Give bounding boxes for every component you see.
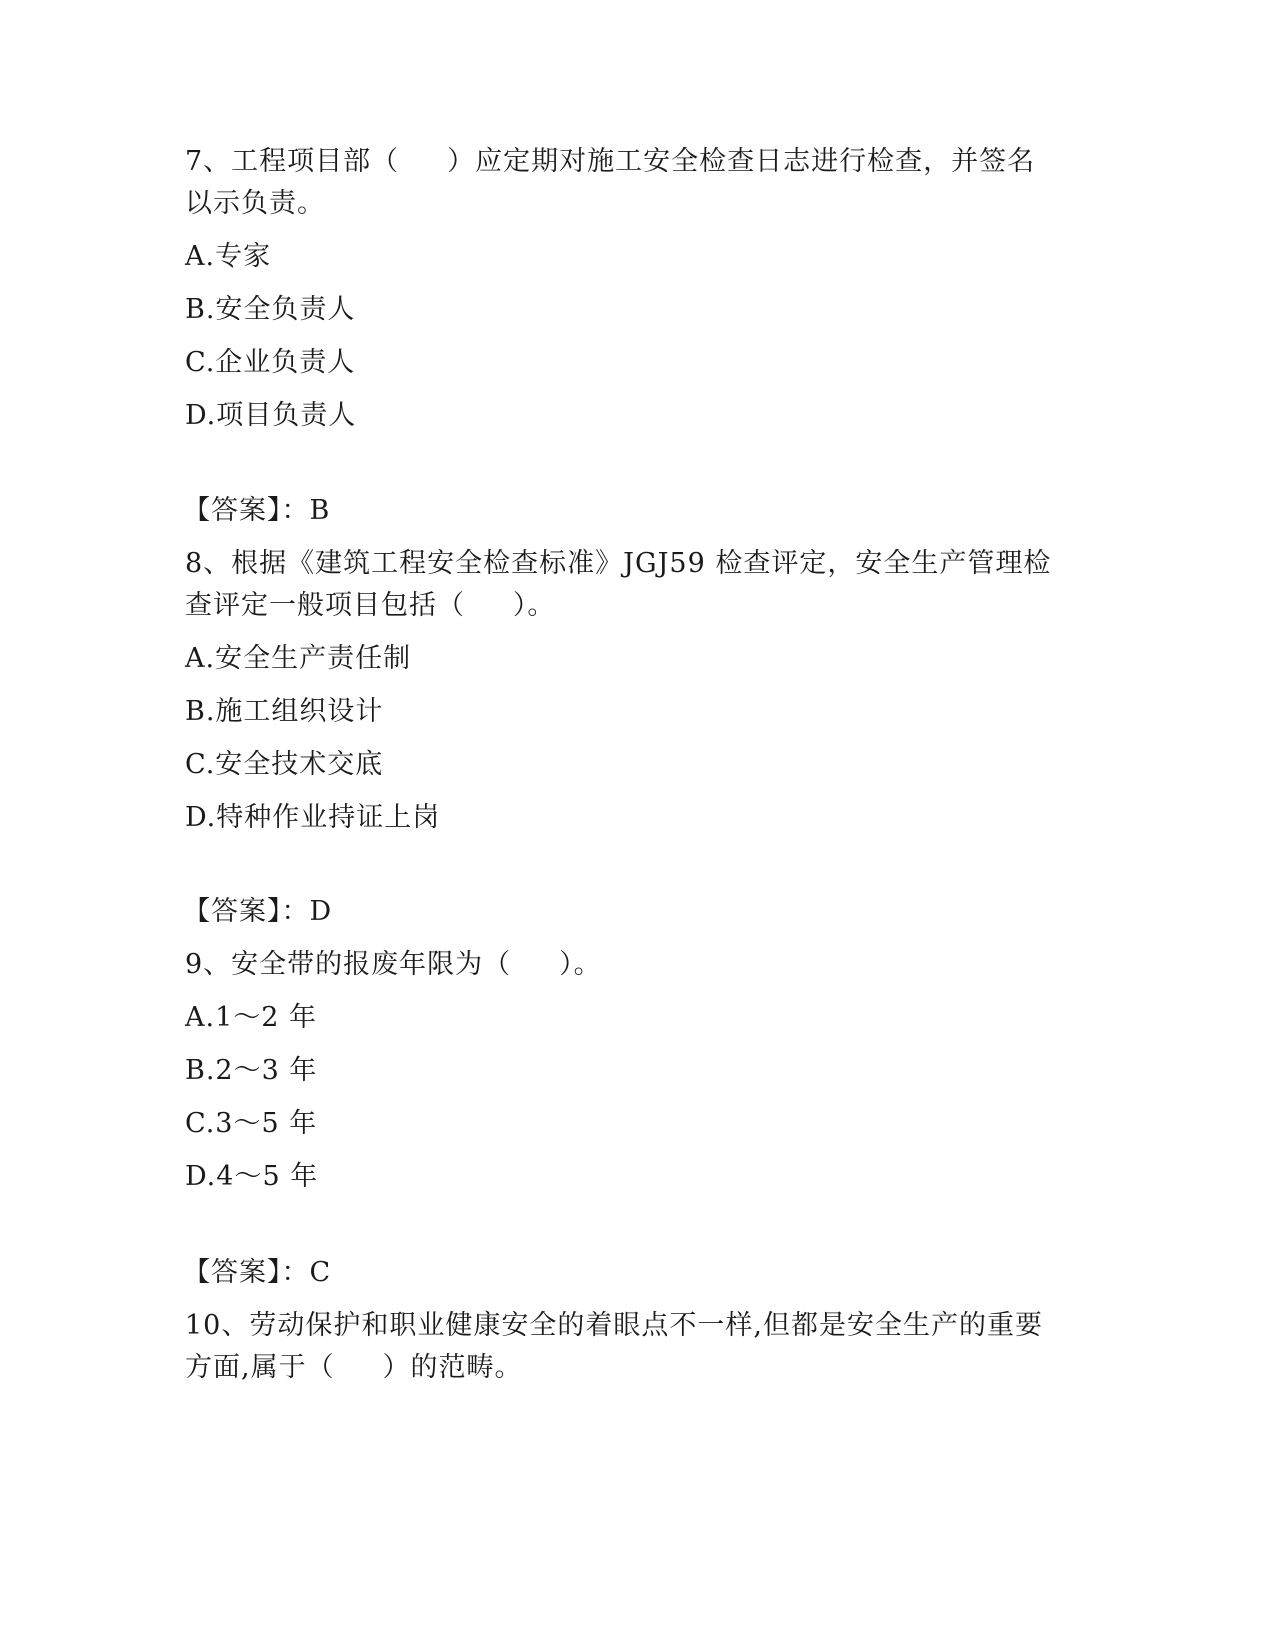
question-9-option-d: D.4～5 年 — [185, 1161, 319, 1192]
question-8-option-c: C.安全技术交底 — [185, 749, 384, 780]
question-9-option-c: C.3～5 年 — [185, 1108, 318, 1139]
question-7-option-d: D.项目负责人 — [185, 400, 357, 431]
question-7-stem-line-2: 以示负责。 — [185, 188, 325, 219]
question-7-option-a: A.专家 — [185, 241, 272, 272]
question-9-option-a: A.1～2 年 — [185, 1002, 318, 1033]
question-8-option-d: D.特种作业持证上岗 — [185, 802, 441, 833]
question-7-option-b: B.安全负责人 — [185, 294, 356, 325]
question-7-stem-line-1: 7、工程项目部（ ）应定期对施工安全检查日志进行检查，并签名 — [185, 146, 1036, 177]
question-7-answer: 【答案】：B — [183, 495, 331, 526]
question-7-option-c: C.企业负责人 — [185, 347, 356, 378]
question-8-stem-line-1: 8、根据《建筑工程安全检查标准》JGJ59 检查评定，安全生产管理检 — [185, 548, 1052, 579]
question-9-stem: 9、安全带的报废年限为（ ）。 — [185, 949, 602, 980]
question-9-answer: 【答案】：C — [183, 1257, 332, 1288]
question-8-answer: 【答案】：D — [183, 896, 333, 927]
question-10-stem-line-2: 方面,属于（ ）的范畴。 — [185, 1352, 523, 1383]
question-8-option-b: B.施工组织设计 — [185, 696, 384, 727]
question-9-option-b: B.2～3 年 — [185, 1055, 318, 1086]
question-8-stem-line-2: 查评定一般项目包括（ ）。 — [185, 590, 556, 621]
question-10-stem-line-1: 10、劳动保护和职业健康安全的着眼点不一样,但都是安全生产的重要 — [185, 1310, 1043, 1341]
question-8-option-a: A.安全生产责任制 — [185, 643, 412, 674]
